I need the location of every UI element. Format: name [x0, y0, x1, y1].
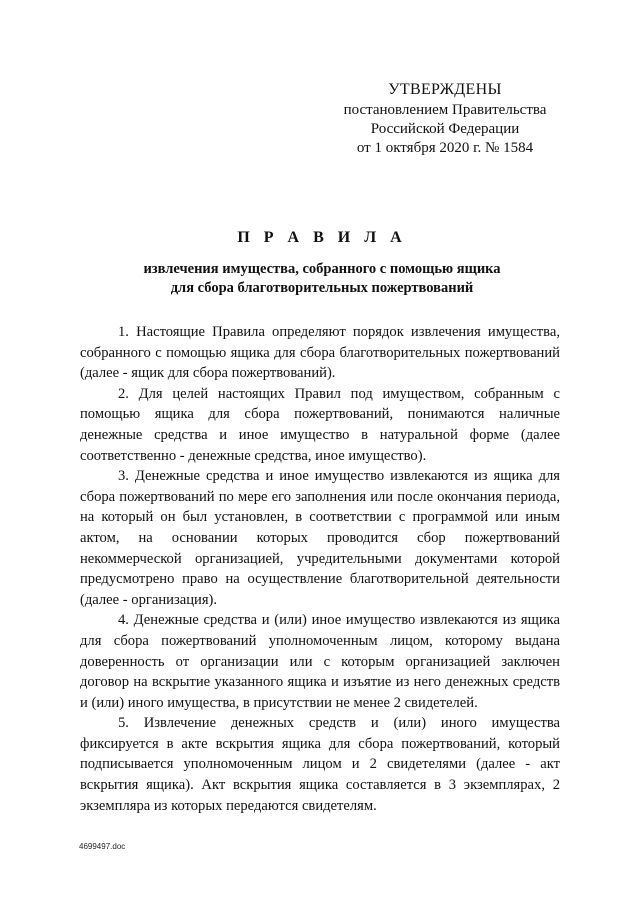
approval-line-2: Российской Федерации — [370, 121, 520, 137]
paragraph-2: 2. Для целей настоящих Правил под имуществом, собранным с помощью ящика для сбора пожертвований, понимаются наличные денежные средства и иное имущество в натуральной форме (далее соответственно - денежные средства, иное имущество). — [80, 385, 560, 464]
approved-label: УТВЕРЖДЕНЫ — [388, 81, 502, 98]
document-heading: П Р А В И Л А — [237, 229, 407, 246]
paragraph-1: 1. Настоящие Правила определяют порядок извлечения имущества, собранного с помощью ящика для сбора благотворительных пожертвований (далее - ящик для сбора пожертвований). — [80, 324, 560, 382]
document-body — [80, 322, 560, 816]
subheading-line-1: извлечения имущества, собранного с помощью ящика — [143, 261, 501, 277]
approval-line-3: от 1 октября 2020 г. № 1584 — [356, 140, 534, 156]
document-subheading — [80, 260, 564, 298]
subheading-line-2: для сбора благотворительных пожертвований — [170, 280, 474, 296]
approval-line-1: постановлением Правительства — [343, 102, 547, 118]
paragraph-3: 3. Денежные средства и иное имущество извлекаются из ящика для сбора пожертвований по мере его заполнения или после окончания периода, на который он был установлен, в соответствии с программой или иным актом, на основании которых проводится сбор пожертвований некоммерческой организацией, учредительными документами которой предусмотрено право на осуществление благотворительной деятельности (далее - организация). — [80, 468, 560, 608]
approval-stamp-block — [330, 80, 560, 158]
paragraph-5: 5. Извлечение денежных средств и (или) иного имущества фиксируется в акте вскрытия ящика для сбора пожертвований, который подписывается уполномоченным лицом и 2 свидетелями (далее - акт вскрытия ящика). Акт вскрытия ящика составляется в 3 экземплярах, 2 экземпляра из которых передаются свидетелям. — [80, 715, 560, 814]
document-title-block — [80, 228, 564, 298]
paragraph-4: 4. Денежные средства и (или) иное имущество извлекаются из ящика для сбора пожертвований уполномоченным лицом, которому выдана доверенность от организации или с которым организацией заключен договор на вскрытие указанного ящика и изъятие из него денежных средств и (или) иного имущества, в присутствии не менее 2 свидетелей. — [80, 612, 560, 711]
file-code: 4699497.doc — [79, 842, 126, 851]
